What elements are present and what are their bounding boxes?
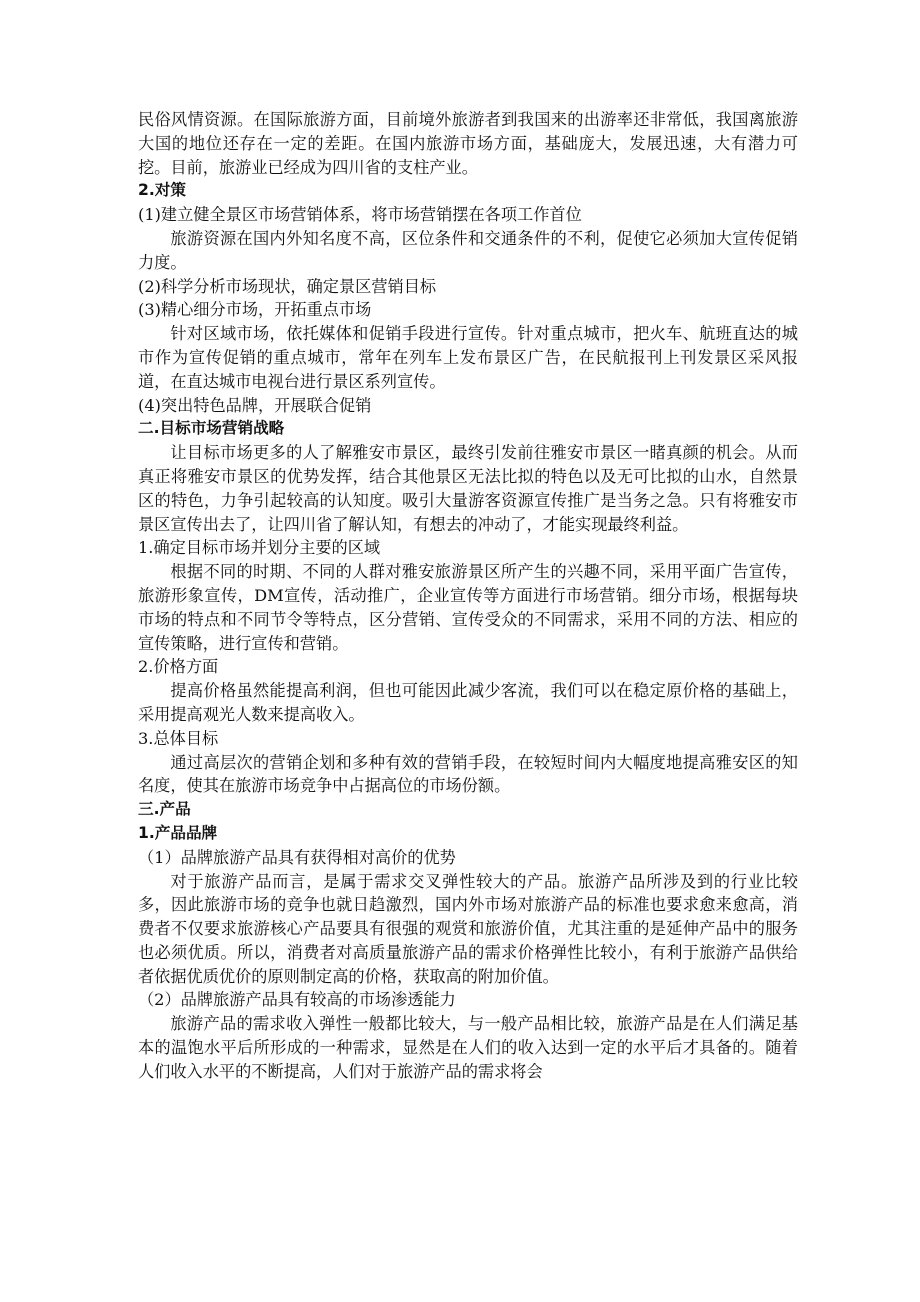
- sub-heading: 1.确定目标市场并划分主要的区域: [138, 538, 381, 558]
- sub-heading: (4)突出特色品牌，开展联合促销: [138, 395, 372, 415]
- paragraph: 旅游产品的需求收入弹性一般都比较大，与一般产品相比较，旅游产品是在人们满足基本的温饱水平后所形成的一种需求，显然是在人们的收入达到一定的水平后才具备的。随着人们收入水平的不断提高，人们对于旅游产品的需求将会: [138, 1014, 798, 1081]
- sub-heading: （2）品牌旅游产品具有较高的市场渗透能力: [138, 990, 456, 1010]
- sub-heading: （1）品牌旅游产品具有获得相对高价的优势: [138, 847, 456, 867]
- paragraph: 根据不同的时期、不同的人群对雅安旅游景区所产生的兴趣不同，采用平面广告宣传，旅游形象宣传，DM宣传，活动推广，企业宣传等方面进行市场营销。细分市场，根据每块市场的特点和不同节令等特点，区分营销、宣传受众的不同需求，采用不同的方法、相应的宣传策略，进行宣传和营销。: [138, 562, 798, 653]
- sub-heading: 3.总体目标: [138, 728, 219, 748]
- document-body: [138, 108, 798, 1084]
- sub-heading: (1)建立健全景区市场营销体系，将市场营销摆在各项工作首位: [138, 205, 582, 225]
- paragraph: 旅游资源在国内外知名度不高，区位条件和交通条件的不利，促使它必须加大宣传促销力度。: [138, 228, 798, 272]
- section-heading: 2.对策: [138, 181, 186, 200]
- section-heading: 1.产品品牌: [138, 823, 218, 842]
- paragraph: 针对区域市场，依托媒体和促销手段进行宣传。针对重点城市，把火车、航班直达的城市作为宣传促销的重点城市，常年在列车上发布景区广告，在民航报刊上刊发景区采风报道，在直达城市电视台进行景区系列宣传。: [138, 324, 798, 391]
- section-heading: 二.目标市场营销战略: [138, 419, 285, 438]
- paragraph: 通过高层次的营销企划和多种有效的营销手段，在较短时间内大幅度地提高雅安区的知名度，使其在旅游市场竞争中占据高位的市场份额。: [138, 752, 798, 796]
- paragraph: 让目标市场更多的人了解雅安市景区，最终引发前往雅安市景区一睹真颜的机会。从而真正将雅安市景区的优势发挥，结合其他景区无法比拟的特色以及无可比拟的山水，自然景区的特色，力争引起较高的认知度。吸引大量游客资源宣传推广是当务之急。只有将雅安市景区宣传出去了，让四川省了解认知，有想去的冲动了，才能实现最终利益。: [138, 443, 798, 534]
- paragraph: 民俗风情资源。在国际旅游方面，目前境外旅游者到我国来的出游率还非常低，我国离旅游大国的地位还存在一定的差距。在国内旅游市场方面，基础庞大，发展迅速，大有潜力可挖。目前，旅游业已经成为四川省的支柱产业。: [138, 110, 798, 177]
- sub-heading: (2)科学分析市场现状，确定景区营销目标: [138, 276, 437, 296]
- sub-heading: 2.价格方面: [138, 657, 219, 677]
- paragraph: 提高价格虽然能提高利润，但也可能因此减少客流，我们可以在稳定原价格的基础上，采用提高观光人数来提高收入。: [138, 681, 798, 724]
- sub-heading: (3)精心细分市场，开拓重点市场: [138, 300, 372, 320]
- paragraph: 对于旅游产品而言，是属于需求交叉弹性较大的产品。旅游产品所涉及到的行业比较多，因此旅游市场的竞争也就日趋激烈，国内外市场对旅游产品的标准也要求愈来愈高，消费者不仅要求旅游核心产品要具有很强的观赏和旅游价值，尤其注重的是延伸产品中的服务也必须优质。所以，消费者对高质量旅游产品的需求价格弹性比较小，有利于旅游产品供给者依据优质优价的原则制定高的价格，获取高的附加价值。: [138, 871, 798, 986]
- section-heading: 三.产品: [138, 800, 191, 819]
